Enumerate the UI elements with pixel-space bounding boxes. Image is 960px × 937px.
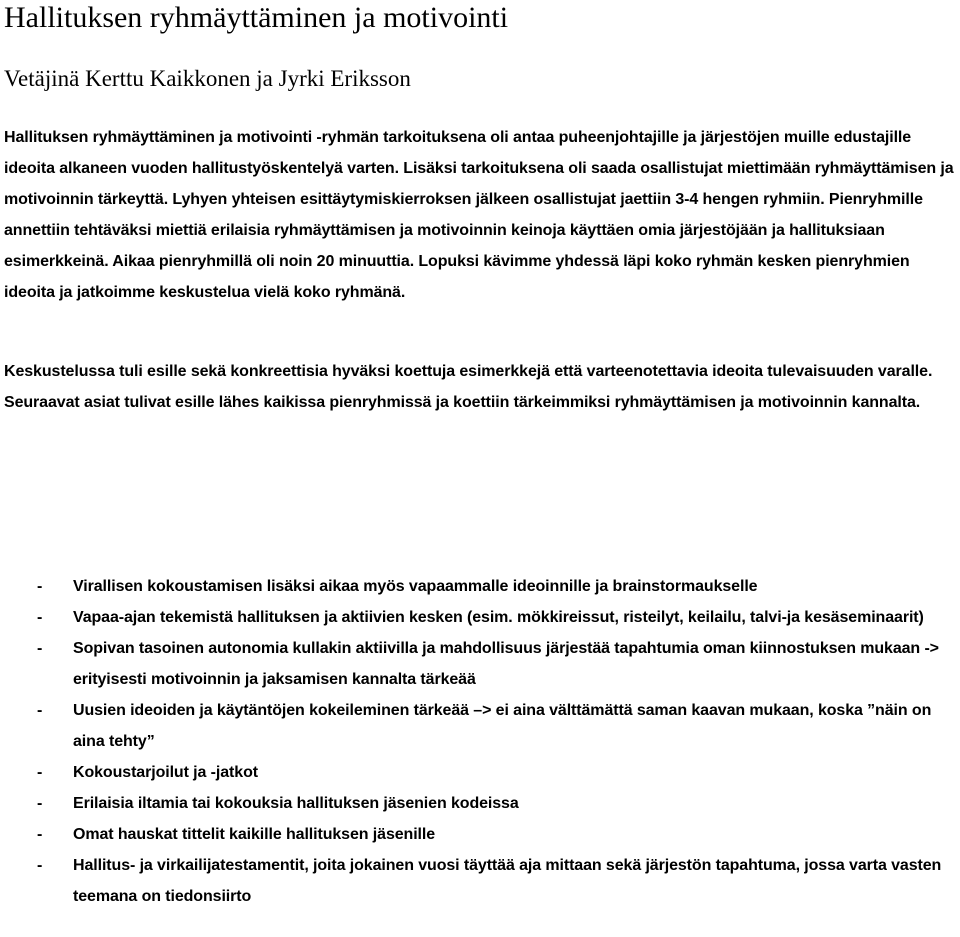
list-item <box>4 571 956 602</box>
list-item <box>4 695 956 757</box>
list-item <box>4 602 956 633</box>
bullet-marker: - <box>37 764 43 781</box>
bullet-marker: - <box>37 640 43 657</box>
list-item-text: Omat hauskat tittelit kaikille hallituksen jäsenille <box>73 826 436 843</box>
list-item <box>4 633 956 695</box>
bullet-marker: - <box>37 826 43 843</box>
intro-paragraph: Hallituksen ryhmäyttäminen ja motivointi -ryhmän tarkoituksena oli antaa puheenjohtajille ja järjestöjen muille edustajille ideoita alkaneen vuoden hallitustyöskentelyä varten. Lisäksi tarkoituksena oli saada osallistujat miettimään ryhmäyttämisen ja motivoinnin tärkeyttä. Lyhyen yhteisen esittäytymiskierroksen jälkeen osallistujat jaettiin 3-4 hengen ryhmiin. Pienryhmille annettiin tehtäväksi miettiä erilaisia ryhmäyttämisen ja motivoinnin keinoja käyttäen omia järjestöjään ja hallituksiaan esimerkkeinä. Aikaa pienryhmillä oli noin 20 minuuttia. Lopuksi kävimme yhdessä läpi koko ryhmän kesken pienryhmien ideoita ja jatkoimme keskustelua vielä koko ryhmänä. <box>4 129 954 301</box>
findings-list <box>4 571 956 912</box>
bullet-marker: - <box>37 795 43 812</box>
list-item-text: Sopivan tasoinen autonomia kullakin aktiivilla ja mahdollisuus järjestää tapahtumia oman kiinnostuksen mukaan -> erityisesti motivoinnin ja jaksamisen kannalta tärkeää <box>73 640 939 688</box>
list-item-text: Erilaisia iltamia tai kokouksia hallituksen jäsenien kodeissa <box>73 795 519 812</box>
discussion-paragraph: Keskustelussa tuli esille sekä konkreettisia hyväksi koettuja esimerkkejä että varteenotettavia ideoita tulevaisuuden varalle. Seuraavat asiat tulivat esille lähes kaikissa pienryhmissä ja koettiin tärkeimmiksi ryhmäyttämisen ja motivoinnin kannalta. <box>4 363 933 411</box>
list-item-text: Hallitus- ja virkailijatestamentit, joita jokainen vuosi täyttää aja mittaan sekä järjestön tapahtuma, jossa varta vasten teemana on tiedonsiirto <box>73 857 942 905</box>
list-item <box>4 819 956 850</box>
list-item-text: Uusien ideoiden ja käytäntöjen kokeileminen tärkeää –> ei aina välttämättä saman kaavan mukaan, koska ”näin on aina tehty” <box>73 702 932 750</box>
list-item-text: Vapaa-ajan tekemistä hallituksen ja aktiivien kesken (esim. mökkireissut, risteilyt, keilailu, talvi-ja kesäseminaarit) <box>73 609 924 626</box>
bullet-marker: - <box>37 857 43 874</box>
list-item <box>4 757 956 788</box>
list-item <box>4 850 956 912</box>
list-item-text: Virallisen kokoustamisen lisäksi aikaa myös vapaammalle ideoinnille ja brainstormaukselle <box>73 578 758 595</box>
document-subtitle: Vetäjinä Kerttu Kaikkonen ja Jyrki Eriksson <box>4 66 411 91</box>
bullet-marker: - <box>37 609 43 626</box>
bullet-marker: - <box>37 702 43 719</box>
document-title: Hallituksen ryhmäyttäminen ja motivointi <box>4 1 509 34</box>
list-item-text: Kokoustarjoilut ja -jatkot <box>73 764 258 781</box>
bullet-marker: - <box>37 578 43 595</box>
list-item <box>4 788 956 819</box>
